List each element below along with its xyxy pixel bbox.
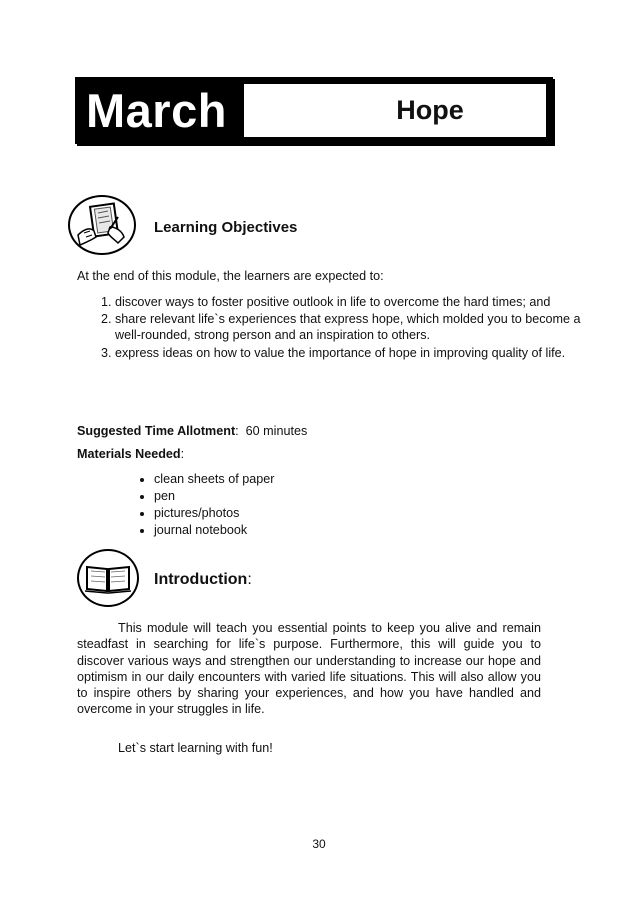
open-book-icon xyxy=(77,549,139,607)
introduction-title: Introduction: xyxy=(154,571,252,588)
introduction-paragraph: This module will teach you essential points to keep you alive and remain steadfast in searching for life`s purpose. Furthermore, this will guide you to discover various ways and strengthen our understanding to increase our hope and optimism in our daily encounters with varied life situations. This will also allow you to inspire others by sharing your experiences, and how you have handled and overcome in your struggles in life. xyxy=(77,621,541,717)
material-item: • clean sheets of paper xyxy=(154,471,274,488)
module-header-banner xyxy=(75,77,553,144)
time-allotment: Suggested Time Allotment: 60 minutes xyxy=(77,424,308,438)
introduction-title-text: Introduction xyxy=(154,571,248,588)
learning-objectives-title: Learning Objectives xyxy=(154,219,298,236)
time-allotment-value: 60 minutes xyxy=(245,424,308,438)
page-number: 30 xyxy=(312,837,326,851)
objective-item: 1. discover ways to foster positive outlook in life to overcome the hard times; and xyxy=(115,294,585,310)
closing-line: Let`s start learning with fun! xyxy=(118,741,273,755)
material-item: • pen xyxy=(154,488,274,505)
topic-title: Hope xyxy=(242,82,548,139)
objectives-list xyxy=(77,294,585,362)
material-item: • pictures/photos xyxy=(154,505,274,522)
time-allotment-label: Suggested Time Allotment xyxy=(77,424,236,438)
objective-item: 3. express ideas on how to value the importance of hope in improving quality of life. xyxy=(115,345,585,361)
materials-list xyxy=(136,471,274,539)
materials-label: Materials Needed xyxy=(77,447,181,461)
hand-writing-icon xyxy=(68,195,136,255)
objectives-intro-text: At the end of this module, the learners are expected to: xyxy=(77,269,384,283)
material-item: • journal notebook xyxy=(154,522,274,539)
month-label: March xyxy=(78,80,242,141)
materials-heading: Materials Needed: xyxy=(77,447,185,461)
objective-item: 2. share relevant life`s experiences that express hope, which molded you to become a well-rounded, strong person and an inspiration to others. xyxy=(115,311,585,343)
